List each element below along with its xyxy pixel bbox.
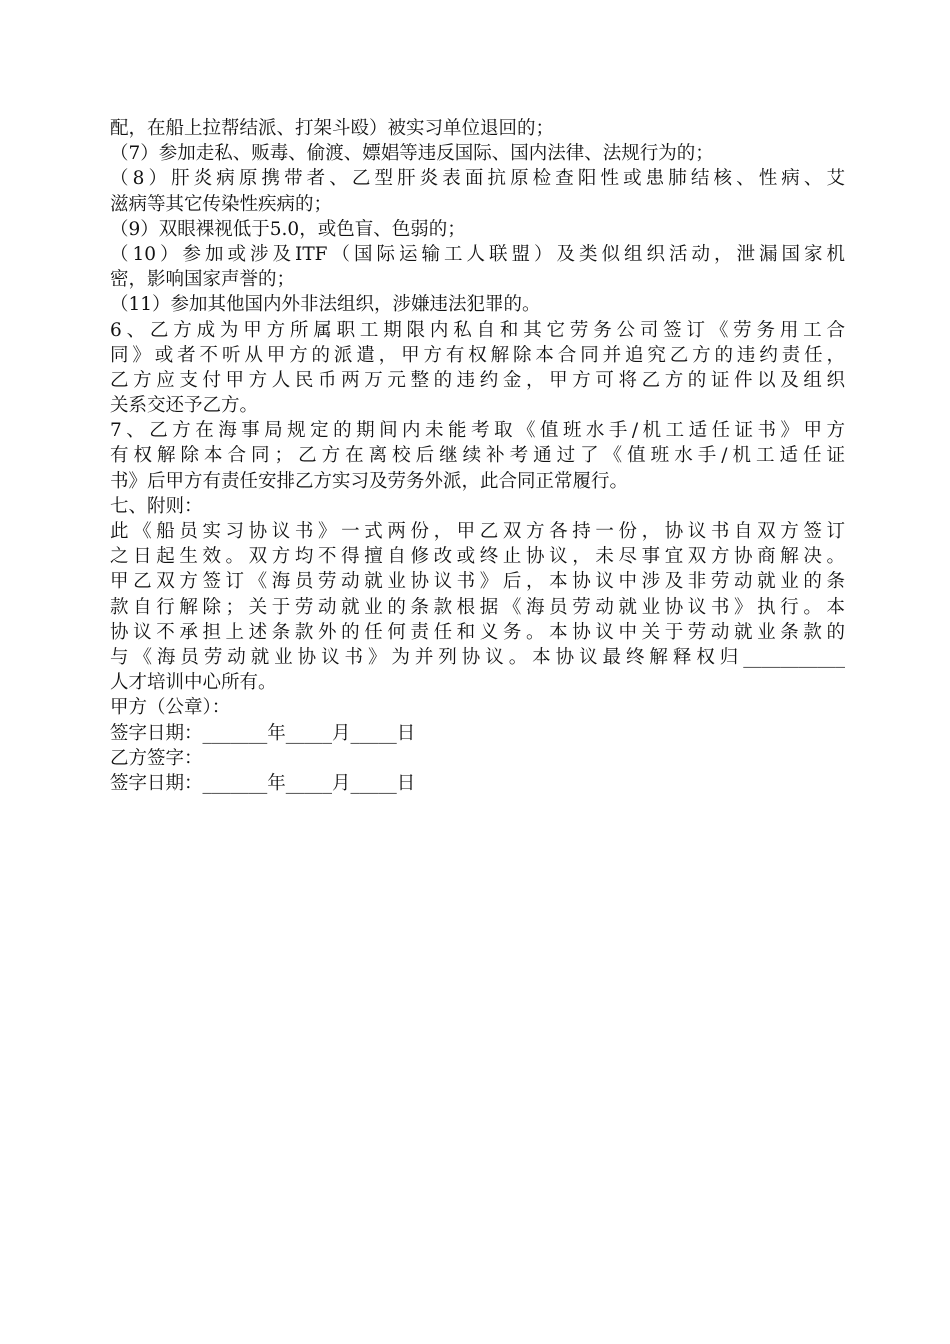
article-6: 6、乙方成为甲方所属职工期限内私自和其它劳务公司签订《劳务用工合 (110, 319, 845, 341)
text-line: 协议不承担上述条款外的任何责任和义务。本协议中关于劳动就业条款的 (110, 621, 845, 643)
text-line: 乙方应支付甲方人民币两万元整的违约金，甲方可将乙方的证件以及组织 (110, 369, 845, 391)
clause-10: （10）参加或涉及ITF（国际运输工人联盟）及类似组织活动，泄漏国家机 (110, 243, 845, 265)
text-line: 关系交还予乙方。 (110, 395, 259, 417)
party-a-seal: 甲方（公章）： (110, 697, 231, 719)
text-line: 之日起生效。双方均不得擅自修改或终止协议，未尽事宜双方协商解决。 (110, 546, 845, 568)
text-line: 同》或者不听从甲方的派遣，甲方有权解除本合同并追究乙方的违约责任， (110, 344, 845, 366)
text-line: 款自行解除；关于劳动就业的条款根据《海员劳动就业协议书》执行。本 (110, 596, 845, 618)
document-body (110, 116, 845, 796)
text-line: 滋病等其它传染性疾病的； (110, 193, 333, 215)
text-line: 与《海员劳动就业协议书》为并列协议。本协议最终解释权归___________ (110, 646, 845, 668)
text-line: 密，影响国家声誉的； (110, 269, 296, 291)
clause-7: （7）参加走私、贩毒、偷渡、嫖娼等违反国际、国内法律、法规行为的； (110, 143, 714, 165)
party-a-sign-date: 签字日期：_______年_____月_____日 (110, 722, 416, 744)
article-7: 7、乙方在海事局规定的期间内未能考取《值班水手/机工适任证书》甲方 (110, 420, 845, 442)
text-line: 书》后甲方有责任安排乙方实习及劳务外派，此合同正常履行。 (110, 470, 629, 492)
clause-9: （9）双眼裸视低于5.0，或色盲、色弱的； (110, 218, 466, 240)
text-line: 甲乙双方签订《海员劳动就业协议书》后，本协议中涉及非劳动就业的条 (110, 571, 845, 593)
clause-8: （8）肝炎病原携带者、乙型肝炎表面抗原检查阳性或患肺结核、性病、艾 (110, 168, 845, 190)
text-line: 人才培训中心所有。 (110, 672, 277, 694)
party-b-signature: 乙方签字： (110, 747, 203, 769)
text-line: 配，在船上拉帮结派、打架斗殴）被实习单位退回的； (110, 118, 555, 139)
clause-11: （11）参加其他国内外非法组织，涉嫌违法犯罪的。 (110, 294, 541, 316)
supplementary-paragraph: 此《船员实习协议书》一式两份，甲乙双方各持一份，协议书自双方签订 (110, 521, 845, 542)
text-line: 有权解除本合同；乙方在离校后继续补考通过了《值班水手/机工适任证 (110, 445, 845, 467)
party-b-sign-date: 签字日期：_______年_____月_____日 (110, 772, 416, 794)
section-heading: 七、附则： (110, 495, 203, 517)
